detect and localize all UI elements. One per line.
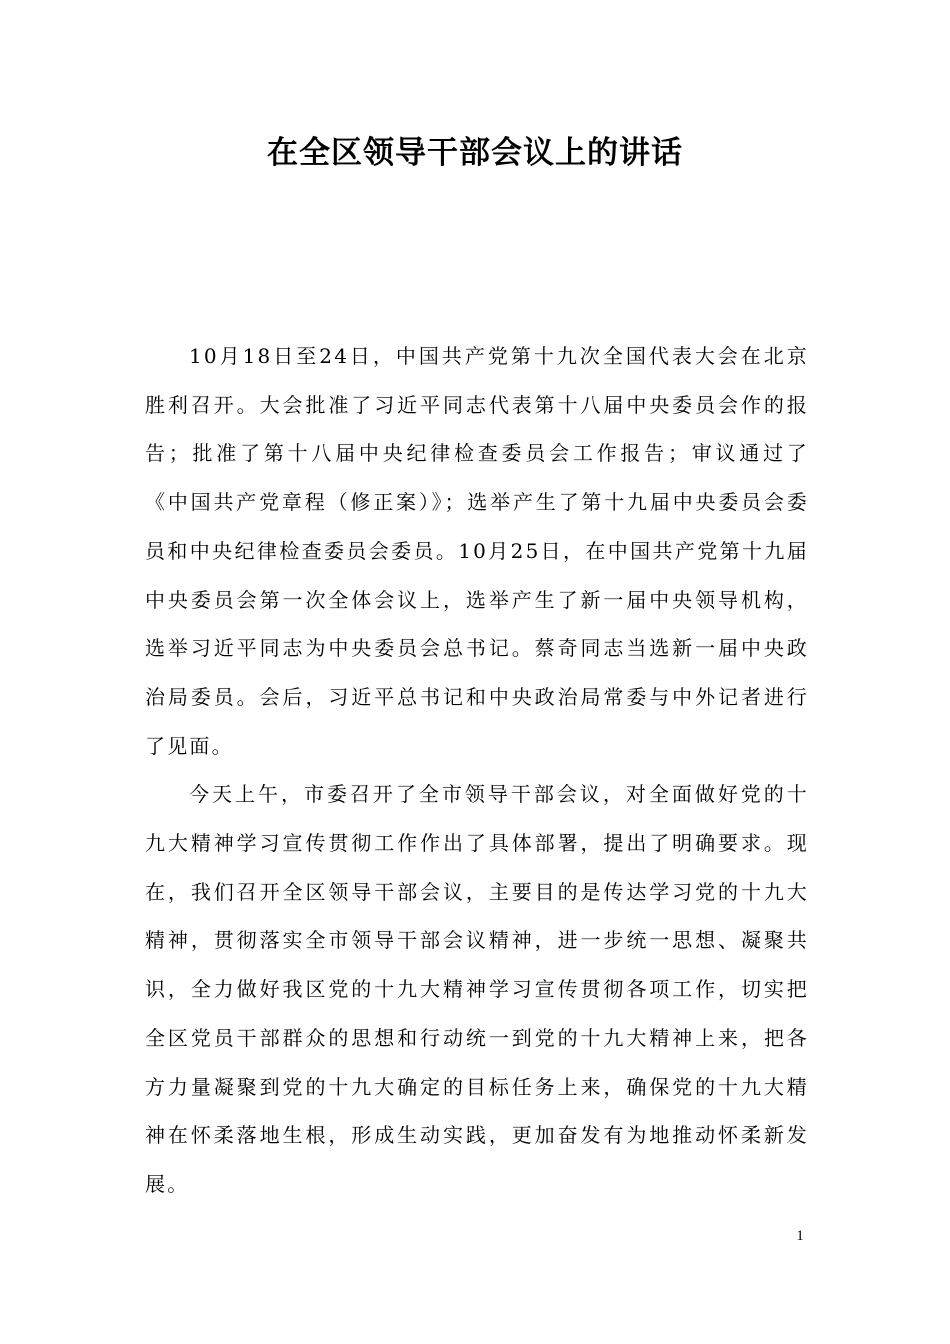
document-body	[145, 332, 809, 1209]
page-number: 1	[796, 1228, 804, 1244]
document-title: 在全区领导干部会议上的讲话	[267, 135, 683, 171]
paragraph-1: 10月18日至24日，中国共产党第十九次全国代表大会在北京胜利召开。大会批准了习近平同志代表第十八届中央委员会作的报告；批准了第十八届中央纪律检查委员会工作报告；审议通过了《中国共产党章程（修正案）》；选举产生了第十九届中央委员会委员和中央纪律检查委员会委员。10月25日，在中国共产党第十九届中央委员会第一次全体会议上，选举产生了新一届中央领导机构，选举习近平同志为中央委员会总书记。蔡奇同志当选新一届中央政治局委员。会后，习近平总书记和中央政治局常委与中外记者进行了见面。	[145, 344, 809, 758]
paragraph-2: 今天上午，市委召开了全市领导干部会议，对全面做好党的十九大精神学习宣传贯彻工作作出了具体部署，提出了明确要求。现在，我们召开全区领导干部会议，主要目的是传达学习党的十九大精神，贯彻落实全市领导干部会议精神，进一步统一思想、凝聚共识，全力做好我区党的十九大精神学习宣传贯彻各项工作，切实把全区党员干部群众的思想和行动统一到党的十九大精神上来，把各方力量凝聚到党的十九大确定的目标任务上来，确保党的十九大精神在怀柔落地生根，形成生动实践，更加奋发有为地推动怀柔新发展。	[145, 782, 809, 1196]
